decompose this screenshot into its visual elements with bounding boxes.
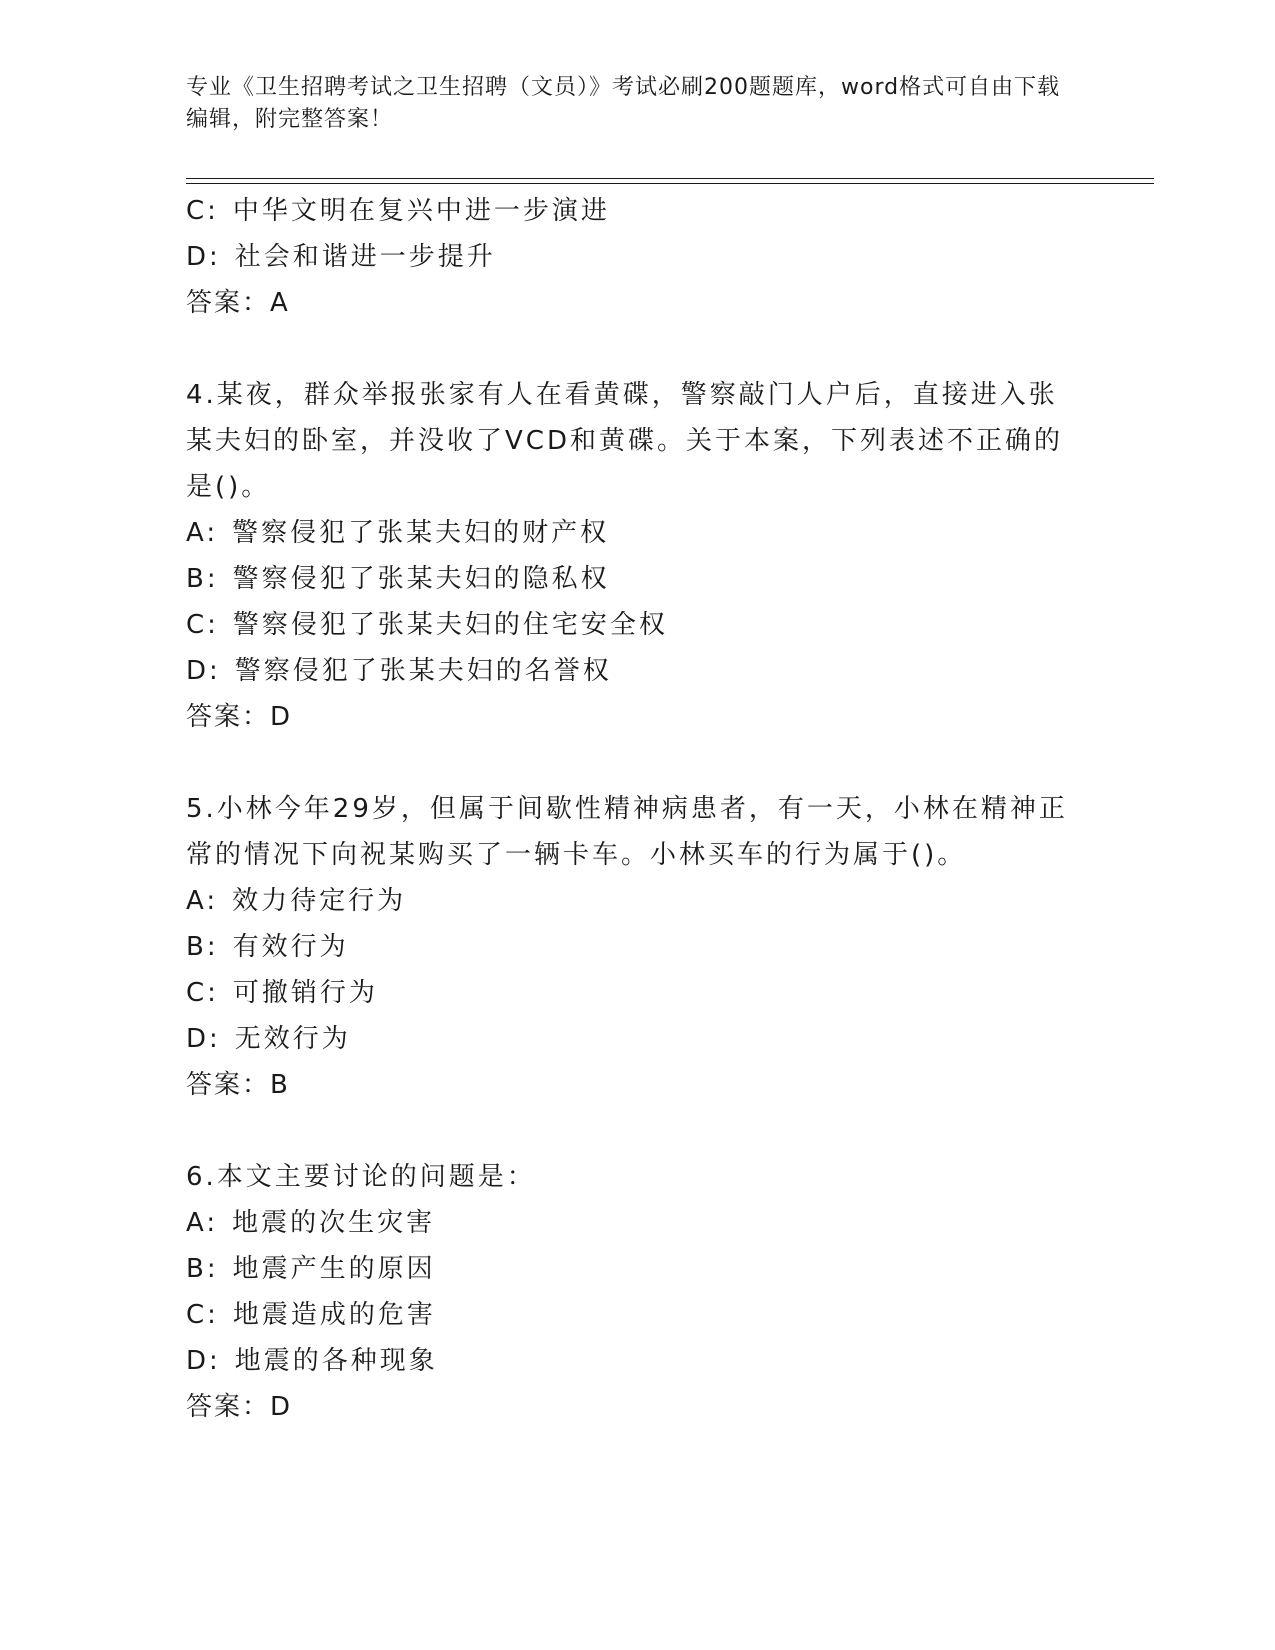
option-label: C: bbox=[186, 1300, 219, 1330]
question-list bbox=[186, 188, 1086, 1430]
option-d bbox=[186, 234, 1086, 280]
option-b bbox=[186, 556, 1086, 602]
option-label: D: bbox=[186, 656, 221, 686]
option-label: C: bbox=[186, 196, 219, 226]
option-text: 社会和谐进一步提升 bbox=[234, 242, 496, 272]
option-d bbox=[186, 1338, 1086, 1384]
option-label: A: bbox=[186, 518, 219, 548]
option-text: 地震造成的危害 bbox=[232, 1300, 436, 1330]
option-label: B: bbox=[186, 564, 219, 594]
answer-line: 答案：A bbox=[186, 288, 290, 318]
option-label: D: bbox=[186, 1346, 221, 1376]
option-label: C: bbox=[186, 610, 219, 640]
option-label: D: bbox=[186, 1024, 221, 1054]
option-text: 地震产生的原因 bbox=[232, 1254, 436, 1284]
option-text: 地震的各种现象 bbox=[234, 1346, 438, 1376]
option-a bbox=[186, 510, 1086, 556]
option-text: 地震的次生灾害 bbox=[232, 1208, 436, 1238]
option-b bbox=[186, 924, 1086, 970]
option-text: 效力待定行为 bbox=[232, 886, 407, 916]
header-rule-bottom bbox=[186, 183, 1154, 184]
option-b bbox=[186, 1246, 1086, 1292]
question-stem: 6.本文主要讨论的问题是： bbox=[186, 1162, 536, 1192]
option-c bbox=[186, 188, 1086, 234]
option-a bbox=[186, 1200, 1086, 1246]
option-text: 可撤销行为 bbox=[232, 978, 378, 1008]
option-text: 无效行为 bbox=[234, 1024, 351, 1054]
option-text: 警察侵犯了张某夫妇的隐私权 bbox=[232, 564, 610, 594]
answer-line: 答案：B bbox=[186, 1070, 290, 1100]
option-label: A: bbox=[186, 1208, 219, 1238]
option-text: 警察侵犯了张某夫妇的名誉权 bbox=[234, 656, 612, 686]
option-text: 警察侵犯了张某夫妇的住宅安全权 bbox=[232, 610, 668, 640]
option-label: B: bbox=[186, 1254, 219, 1284]
document-header: 专业《卫生招聘考试之卫生招聘（文员）》考试必刷200题题库，word格式可自由下载编辑，附完整答案！ bbox=[186, 75, 1061, 132]
option-label: A: bbox=[186, 886, 219, 916]
option-text: 中华文明在复兴中进一步演进 bbox=[232, 196, 610, 226]
option-c bbox=[186, 1292, 1086, 1338]
option-c bbox=[186, 602, 1086, 648]
option-d bbox=[186, 648, 1086, 694]
option-label: C: bbox=[186, 978, 219, 1008]
option-label: B: bbox=[186, 932, 219, 962]
question-stem: 4.某夜，群众举报张家有人在看黄碟，警察敲门人户后，直接进入张某夫妇的卧室，并没收了VCD和黄碟。关于本案，下列表述不正确的是()。 bbox=[186, 380, 1063, 502]
option-label: D: bbox=[186, 242, 221, 272]
answer-line: 答案：D bbox=[186, 702, 293, 732]
option-text: 有效行为 bbox=[232, 932, 349, 962]
option-text: 警察侵犯了张某夫妇的财产权 bbox=[232, 518, 610, 548]
answer-line: 答案：D bbox=[186, 1392, 293, 1422]
option-c bbox=[186, 970, 1086, 1016]
question-stem: 5.小林今年29岁，但属于间歇性精神病患者，有一天，小林在精神正常的情况下向祝某购买了一辆卡车。小林买车的行为属于()。 bbox=[186, 794, 1068, 870]
option-d bbox=[186, 1016, 1086, 1062]
option-a bbox=[186, 878, 1086, 924]
header-rule-top bbox=[186, 178, 1154, 179]
